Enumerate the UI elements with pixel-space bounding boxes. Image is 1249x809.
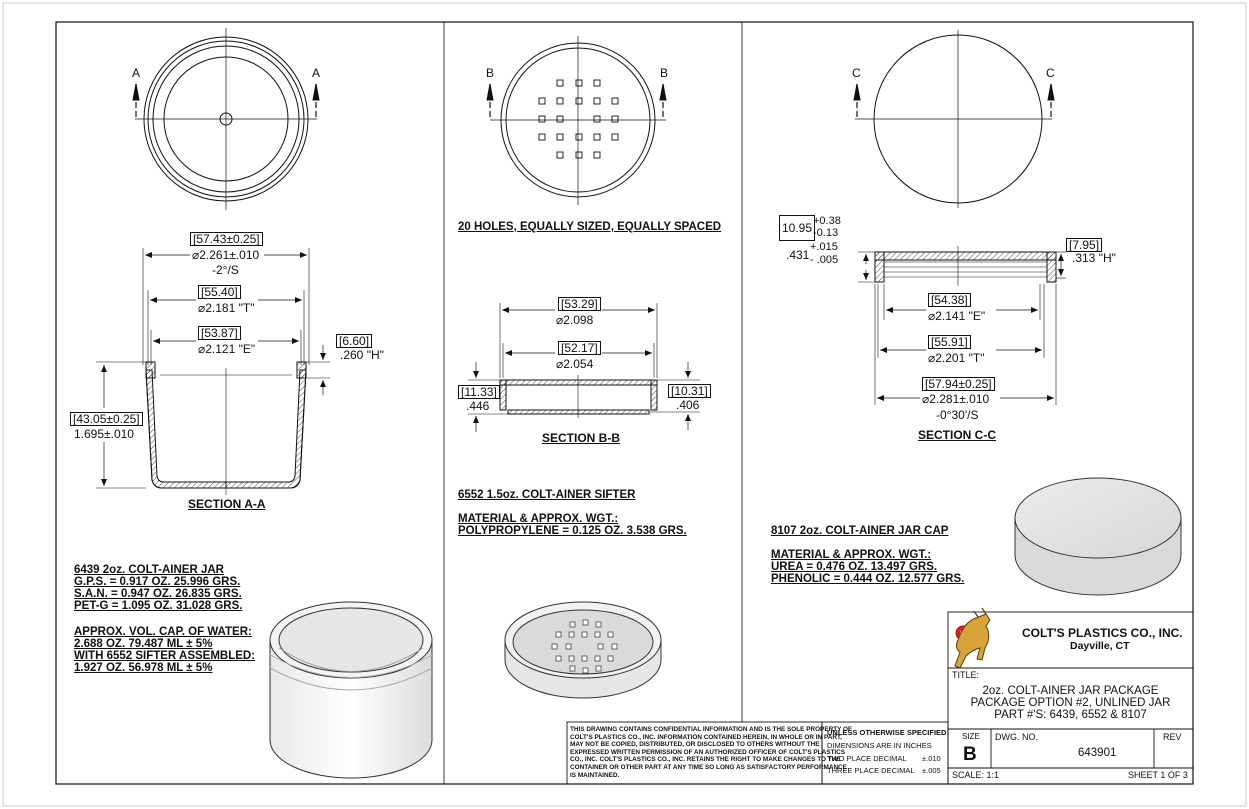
cap-height-in: .431	[786, 248, 810, 262]
cut-label-a-right: A	[312, 66, 321, 80]
title-line-1: 2oz. COLT-AINER JAR PACKAGE	[982, 685, 1159, 697]
jar-od-draft: -2°/S	[212, 263, 239, 277]
diameter-icon: ⌀	[922, 392, 930, 406]
diameter-icon: ⌀	[928, 351, 936, 365]
jar-note-with-sifter-label: WITH 6552 SIFTER ASSEMBLED:	[74, 650, 256, 662]
cap-od-in: 2.281±.010	[929, 392, 990, 406]
cap-height-in-plus: +.015	[810, 241, 838, 253]
section-b-b-title: SECTION B-B	[542, 431, 620, 445]
cap-top-view	[854, 30, 1054, 208]
jar-top-view	[133, 28, 319, 210]
sifter-holes-note: 20 HOLES, EQUALLY SIZED, EQUALLY SPACED	[458, 221, 722, 233]
jar-note-petg: PET-G = 1.095 OZ. 31.028 GRS.	[74, 600, 243, 612]
cap-od-in-row	[922, 393, 989, 405]
jar-height-mm: [43.05±0.25]	[70, 412, 143, 426]
cap-height-in-minus: - .005	[810, 254, 839, 266]
sifter-top-view	[487, 36, 669, 205]
cut-label-c-left: C	[852, 66, 861, 80]
sifter-id-mm: [52.17]	[558, 341, 601, 355]
cap-od-draft: -0°30'/S	[936, 408, 979, 422]
two-place-label: TWO PLACE DECIMAL	[827, 754, 907, 763]
jar-note-capacity-label: APPROX. VOL. CAP. OF WATER:	[74, 626, 252, 638]
title-line-2: PACKAGE OPTION #2, UNLINED JAR	[970, 697, 1171, 709]
size-label: SIZE	[962, 732, 980, 741]
unless-specified: UNLESS OTHERWISE SPECIFIED:	[827, 728, 949, 737]
colts-horse-logo	[955, 608, 990, 668]
cap-od-mm: [57.94±0.25]	[922, 377, 995, 391]
sifter-id-in-row	[556, 358, 593, 370]
jar-e-mm: [53.87]	[198, 326, 241, 340]
sifter-note-material-label: MATERIAL & APPROX. WGT.:	[458, 513, 619, 525]
title-label: TITLE:	[952, 670, 980, 680]
sifter-note-pp: POLYPROPYLENE = 0.125 OZ. 3.538 GRS.	[458, 525, 687, 537]
cap-t-in-row	[928, 352, 984, 364]
dims-in-inches: DIMENSIONS ARE IN INCHES	[827, 741, 932, 750]
cap-height-mm-box	[779, 215, 841, 241]
cap-note-material-label: MATERIAL & APPROX. WGT.:	[771, 549, 932, 561]
sifter-od-in-row	[556, 314, 593, 326]
cap-note-phenolic: PHENOLIC = 0.444 OZ. 12.577 GRS.	[771, 573, 965, 585]
sifter-right-mm: [10.31]	[668, 384, 711, 398]
diameter-icon: ⌀	[198, 342, 206, 356]
cut-label-b-left: B	[486, 66, 495, 80]
cap-e-in-row	[928, 310, 985, 322]
sifter-left-mm: [11.33]	[458, 385, 500, 399]
confidentiality-disclaimer: THIS DRAWING CONTAINS CONFIDENTIAL INFORMATION AND IS THE SOLE PROPERTY OF COLT'S PLASTICS CO., INC. INFORMATION CONTAINED HEREIN, IN WHOLE OR IN PART, MAY NOT BE COPIED, DISTRIBUTED, OR DISCLOSED TO OTHERS WITHOUT THE EXPRESSED WRITTEN PERMISSION OF AN AUTHORIZED OFFICER OF COLT'S PLASTICS CO., INC. COLT'S PLASTICS CO., INC. RETAINS THE RIGHT TO MAKE CHANGES TO THE CONTAINER OR OTHER PART AT ANY TIME SO LONG AS SATISFACTORY PERFORMANCE IS MAINTAINED.	[570, 726, 852, 779]
cap-height-mm-minus: -0.13	[813, 227, 839, 239]
sifter-id-in: 2.054	[563, 357, 594, 371]
diameter-icon: ⌀	[928, 309, 936, 323]
cap-e-in: 2.141 "E"	[935, 309, 986, 323]
size-value: B	[963, 744, 977, 765]
company-location: Dayville, CT	[1070, 640, 1130, 652]
section-a-a-title: SECTION A-A	[188, 497, 266, 511]
sifter-left-in: .446	[466, 399, 490, 413]
scale-label: SCALE: 1:1	[952, 770, 1000, 780]
jar-t-in: 2.181 "T"	[205, 301, 255, 315]
jar-od-in: 2.261±.010	[199, 248, 260, 262]
cap-note-name: 8107 2oz. COLT-AINER JAR CAP	[771, 525, 949, 537]
cap-height-mm-plus: +0.38	[813, 215, 841, 227]
three-place-tol: ±.005	[922, 766, 941, 775]
cap-t-in: 2.201 "T"	[935, 351, 985, 365]
jar-note-capacity: 2.688 OZ. 79.487 ML ± 5%	[74, 638, 213, 650]
jar-note-gps: G.P.S. = 0.917 OZ. 25.996 GRS.	[74, 576, 241, 588]
sifter-3d-render	[505, 602, 661, 698]
sifter-note-name: 6552 1.5oz. COLT-AINER SIFTER	[458, 489, 636, 501]
cap-h-in: .313 "H"	[1072, 251, 1116, 265]
cap-h-mm: [7.95]	[1066, 238, 1102, 252]
sifter-od-mm: [53.29]	[558, 297, 601, 311]
cut-label-b-right: B	[660, 66, 669, 80]
sheet-label: SHEET 1 OF 3	[1128, 770, 1188, 780]
jar-height-in: 1.695±.010	[74, 427, 134, 441]
diameter-icon: ⌀	[198, 301, 206, 315]
section-c-c-title: SECTION C-C	[918, 428, 996, 442]
jar-note-san: S.A.N. = 0.947 OZ. 26.835 GRS.	[74, 588, 242, 600]
dwg-no-label: DWG. NO.	[995, 732, 1038, 742]
dwg-no-value: 643901	[1078, 747, 1117, 759]
diameter-icon: ⌀	[192, 248, 200, 262]
sifter-right-in: .406	[676, 398, 700, 412]
jar-note-with-sifter: 1.927 OZ. 56.978 ML ± 5%	[74, 662, 213, 674]
cut-label-c-right: C	[1046, 66, 1055, 80]
jar-t-mm: [55.40]	[198, 285, 241, 299]
jar-h-in: .260 "H"	[340, 348, 384, 362]
rev-label: REV	[1163, 732, 1182, 742]
three-place-label: THREE PLACE DECIMAL	[827, 766, 915, 775]
cap-t-mm: [55.91]	[928, 335, 971, 349]
company-name: COLT'S PLASTICS CO., INC.	[1022, 626, 1183, 640]
jar-od-in-row	[192, 249, 259, 261]
cap-note-urea: UREA = 0.476 OZ. 13.497 GRS.	[771, 561, 938, 573]
diameter-icon: ⌀	[556, 357, 564, 371]
jar-h-mm: [6.60]	[336, 334, 372, 348]
cap-3d-render	[1015, 478, 1181, 595]
cut-label-a-left: A	[132, 66, 141, 80]
jar-e-in-row	[198, 343, 255, 355]
cap-e-mm: [54.38]	[928, 293, 971, 307]
jar-t-in-row	[198, 302, 254, 314]
sifter-holes	[539, 80, 618, 158]
jar-od-mm: [57.43±0.25]	[190, 232, 263, 246]
cap-height-mm: 10.95	[782, 221, 813, 235]
two-place-tol: ±.010	[922, 754, 941, 763]
diameter-icon: ⌀	[556, 313, 564, 327]
jar-3d-render	[270, 602, 432, 778]
jar-note-name: 6439 2oz. COLT-AINER JAR	[74, 564, 224, 576]
title-line-3: PART #'S: 6439, 6552 & 8107	[994, 709, 1147, 721]
jar-e-in: 2.121 "E"	[205, 342, 256, 356]
sifter-od-in: 2.098	[563, 313, 594, 327]
